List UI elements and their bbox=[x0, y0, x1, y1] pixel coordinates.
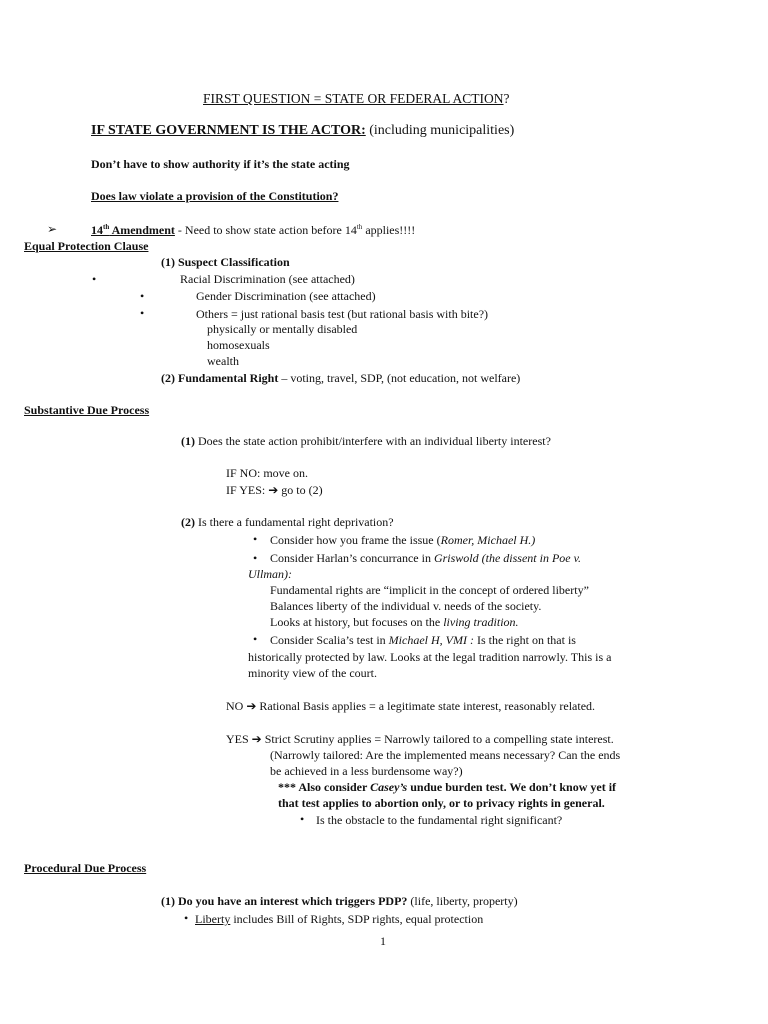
casey-line: *** Also consider Casey’s undue burden test. We don’t know yet if bbox=[278, 780, 617, 794]
arrow-bullet-icon: ➢ bbox=[47, 222, 58, 236]
state-actor-line: IF STATE GOVERNMENT IS THE ACTOR: (including municipalities) bbox=[91, 123, 515, 138]
fundamental-right-line: (2) Fundamental Right – voting, travel, SDP, (not education, not welfare) bbox=[161, 371, 521, 385]
narrowly-tailored-2: be achieved in a less burdensome way?) bbox=[270, 764, 463, 778]
if-yes-line: IF YES: ➔ go to (2) bbox=[226, 483, 323, 497]
wealth-item: wealth bbox=[207, 354, 239, 368]
no-rational-basis: NO ➔ Rational Basis applies = a legitimate state interest, reasonably related. bbox=[226, 699, 596, 713]
bullet-icon: • bbox=[92, 272, 97, 286]
pdp-heading: Procedural Due Process bbox=[24, 861, 147, 875]
consider-harlan-cont: Ullman): bbox=[248, 567, 292, 581]
homosexuals-item: homosexuals bbox=[207, 338, 270, 352]
racial-item: Racial Discrimination (see attached) bbox=[180, 272, 355, 286]
consider-harlan: Consider Harlan’s concurrance in Griswold (the dissent in Poe v. bbox=[270, 551, 582, 565]
bullet-icon: • bbox=[300, 812, 305, 826]
bullet-icon: • bbox=[253, 532, 258, 546]
pdp-question-1: (1) Do you have an interest which triggers PDP? (life, liberty, property) bbox=[161, 894, 518, 908]
sdp-question-2: (2) Is there a fundamental right deprivation? bbox=[181, 515, 394, 529]
fundamental-rights-3: Looks at history, but focuses on the living tradition. bbox=[270, 615, 519, 629]
casey-line-cont: that test applies to abortion only, or to privacy rights in general. bbox=[278, 796, 605, 810]
others-item: Others = just rational basis test (but rational basis with bite?) bbox=[196, 307, 489, 321]
consider-scalia-cont-1: historically protected by law. Looks at the legal tradition narrowly. This is a bbox=[248, 650, 612, 664]
consider-frame: Consider how you frame the issue (Romer, Michael H.) bbox=[270, 533, 536, 547]
sdp-question-1: (1) Does the state action prohibit/interfere with an individual liberty interest? bbox=[181, 434, 551, 448]
bullet-icon: • bbox=[140, 289, 145, 303]
gender-item: Gender Discrimination (see attached) bbox=[196, 289, 376, 303]
bullet-icon: • bbox=[253, 632, 258, 646]
sdp-heading: Substantive Due Process bbox=[24, 403, 150, 417]
constitution-line: Does law violate a provision of the Constitution? bbox=[91, 189, 339, 203]
bullet-icon: • bbox=[253, 551, 258, 565]
authority-line: Don’t have to show authority if it’s the state acting bbox=[91, 157, 350, 171]
disabled-item: physically or mentally disabled bbox=[207, 322, 358, 336]
suspect-classification: (1) Suspect Classification bbox=[161, 255, 290, 269]
fundamental-rights-2: Balances liberty of the individual v. needs of the society. bbox=[270, 599, 542, 613]
consider-scalia: Consider Scalia’s test in Michael H, VMI : Is the right on that is bbox=[270, 633, 576, 647]
page-number: 1 bbox=[380, 934, 386, 948]
bullet-icon: • bbox=[184, 911, 189, 925]
bullet-icon: • bbox=[140, 306, 145, 320]
fourteenth-amendment-line: 14th Amendment - Need to show state action before 14th applies!!!! bbox=[91, 223, 416, 237]
page-title: FIRST QUESTION = STATE OR FEDERAL ACTION? bbox=[203, 91, 510, 106]
equal-protection-heading: Equal Protection Clause bbox=[24, 239, 149, 253]
obstacle-item: Is the obstacle to the fundamental right significant? bbox=[316, 813, 563, 827]
narrowly-tailored-1: (Narrowly tailored: Are the implemented means necessary? Can the ends bbox=[270, 748, 621, 762]
yes-strict-scrutiny: YES ➔ Strict Scrutiny applies = Narrowly tailored to a compelling state interest. bbox=[226, 732, 614, 746]
if-no-line: IF NO: move on. bbox=[226, 466, 308, 480]
consider-scalia-cont-2: minority view of the court. bbox=[248, 666, 377, 680]
fundamental-rights-1: Fundamental rights are “implicit in the concept of ordered liberty” bbox=[270, 583, 589, 597]
liberty-item: Liberty includes Bill of Rights, SDP rights, equal protection bbox=[195, 912, 484, 926]
